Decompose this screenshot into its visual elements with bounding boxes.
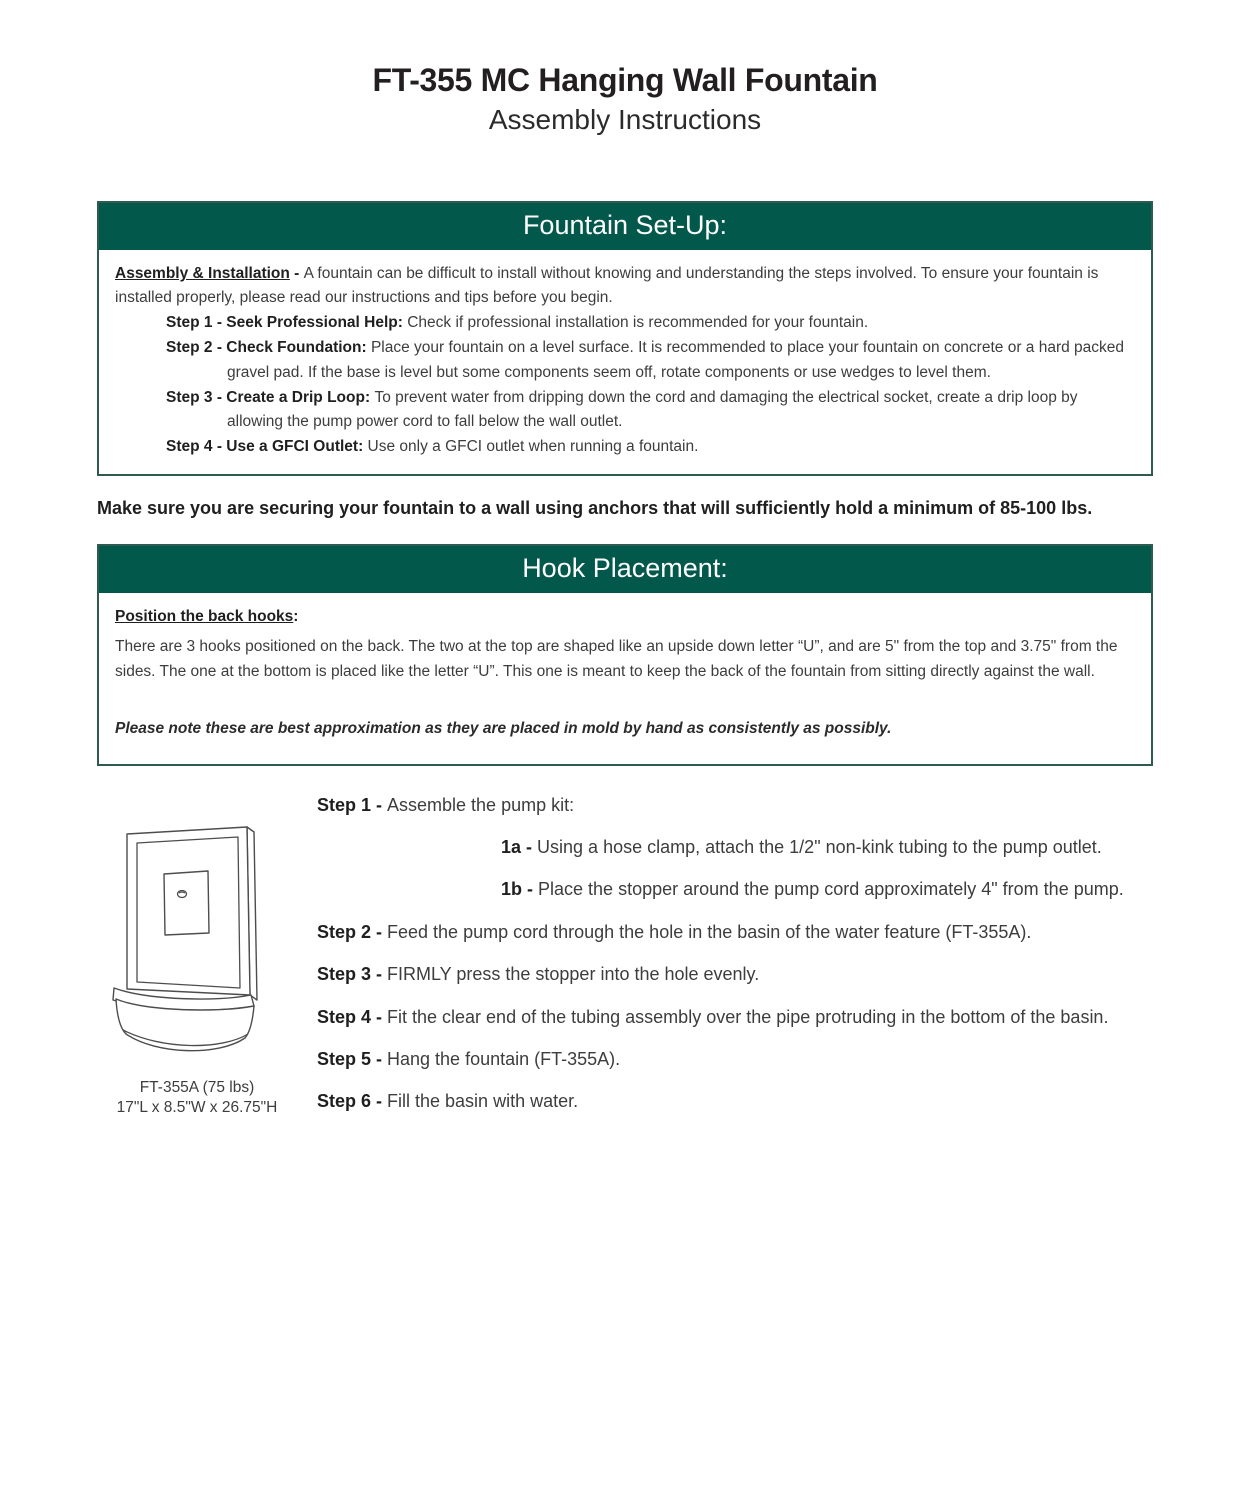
figure-caption-model: FT-355A (75 lbs) [139,1078,255,1096]
assembly-step-6-label: Step 6 - [317,1091,388,1112]
hook-subhead-colon: : [293,608,299,626]
fountain-illustration [107,824,287,1059]
hook-subhead-line [115,605,1135,630]
fountain-setup-body [99,253,1151,474]
hook-placement-body [99,596,1151,763]
setup-step-2-text: Place your fountain on a level surface. It is recommended to place your fountain on concrete or a hard packed gravel pad. If the base is level but some components seem off, rotate components or use wedges to level them. [227,338,1125,381]
setup-step-4-label: Step 4 - [166,438,227,456]
setup-step-2-title: Check Foundation: [226,338,371,356]
assembly-substep-1b-label: 1b - [501,879,539,900]
assembly-step-5 [317,1048,1153,1071]
assembly-substep-1a [501,836,1153,859]
assembly-steps-section [97,794,1153,1133]
setup-intro-dash: - [289,264,304,282]
assembly-step-5-text: Hang the fountain (FT-355A). [387,1048,621,1069]
page-title: FT-355 MC Hanging Wall Fountain [372,62,878,98]
setup-step-2-label: Step 2 - [166,338,227,356]
assembly-substep-1b-text: Place the stopper around the pump cord approximately 4" from the pump. [538,879,1124,900]
fountain-figure-column [97,794,297,1120]
document-title-block [0,0,1250,137]
assembly-step-2 [317,921,1153,944]
assembly-step-1-label: Step 1 - [317,794,388,815]
assembly-steps-column [297,794,1153,1133]
assembly-step-2-text: Feed the pump cord through the hole in the basin of the water feature (FT-355A). [387,921,1032,942]
setup-step-3 [115,386,1135,436]
assembly-step-1-text: Assemble the pump kit: [387,794,575,815]
assembly-substep-1a-label: 1a - [501,836,538,857]
setup-step-1-title: Seek Professional Help: [226,314,408,332]
setup-step-4 [115,435,1135,460]
hook-placement-header: Hook Placement: [99,546,1151,596]
setup-intro-text: A fountain can be difficult to install without knowing and understanding the steps involved. To ensure your fountain is installed properly, please read our instructions and tips before you begin. [115,264,1099,307]
hook-body-text: There are 3 hooks positioned on the back. The two at the top are shaped like an upside down letter “U”, and are 5" from the top and 3.75" from the sides. The one at the bottom is placed like the letter “U”. This one is meant to keep the back of the fountain from sitting directly against the wall. [115,638,1118,680]
setup-step-4-title: Use a GFCI Outlet: [226,438,368,456]
assembly-substep-1a-text: Using a hose clamp, attach the 1/2" non-kink tubing to the pump outlet. [537,836,1102,857]
assembly-step-4 [317,1006,1153,1029]
setup-step-3-title: Create a Drip Loop: [226,388,375,406]
assembly-step-3 [317,963,1153,986]
hook-placement-section [97,544,1153,765]
figure-caption-dimensions: 17"L x 8.5"W x 26.75"H [116,1099,278,1117]
page-subtitle: Assembly Instructions [488,103,762,135]
assembly-step-5-label: Step 5 - [317,1048,388,1069]
setup-step-3-text: To prevent water from dripping down the cord and damaging the electrical socket, create a drip loop by allowing the pump power cord to fall below the wall outlet. [227,388,1078,431]
assembly-step-3-text: FIRMLY press the stopper into the hole evenly. [387,964,760,985]
setup-step-3-label: Step 3 - [166,388,227,406]
assembly-step-4-text: Fit the clear end of the tubing assembly over the pipe protruding in the bottom of the basin. [387,1006,1109,1027]
setup-step-4-text: Use only a GFCI outlet when running a fountain. [367,438,699,456]
setup-intro-paragraph [115,262,1135,312]
setup-step-1-label: Step 1 - [166,314,227,332]
setup-step-1 [115,311,1135,336]
assembly-step-4-label: Step 4 - [317,1006,388,1027]
assembly-step-1 [317,794,1153,902]
hook-note-text: Please note these are best approximation as they are placed in mold by hand as consistently as possibly. [115,719,892,737]
wall-anchor-warning: Make sure you are securing your fountain to a wall using anchors that will sufficiently hold a minimum of 85-100 lbs. [97,497,1093,518]
setup-intro-label: Assembly & Installation [115,264,290,282]
assembly-step-3-label: Step 3 - [317,964,388,985]
setup-step-2 [115,336,1135,386]
assembly-step-6 [317,1090,1153,1113]
hook-subhead: Position the back hooks [115,608,294,626]
assembly-step-6-text: Fill the basin with water. [387,1091,579,1112]
fountain-setup-header: Fountain Set-Up: [99,203,1151,253]
assembly-step-2-label: Step 2 - [317,921,388,942]
assembly-substep-1b [501,878,1153,901]
fountain-setup-section [97,201,1153,476]
figure-caption [97,1078,297,1120]
setup-step-1-text: Check if professional installation is recommended for your fountain. [407,314,869,332]
fountain-plaque [164,871,209,935]
